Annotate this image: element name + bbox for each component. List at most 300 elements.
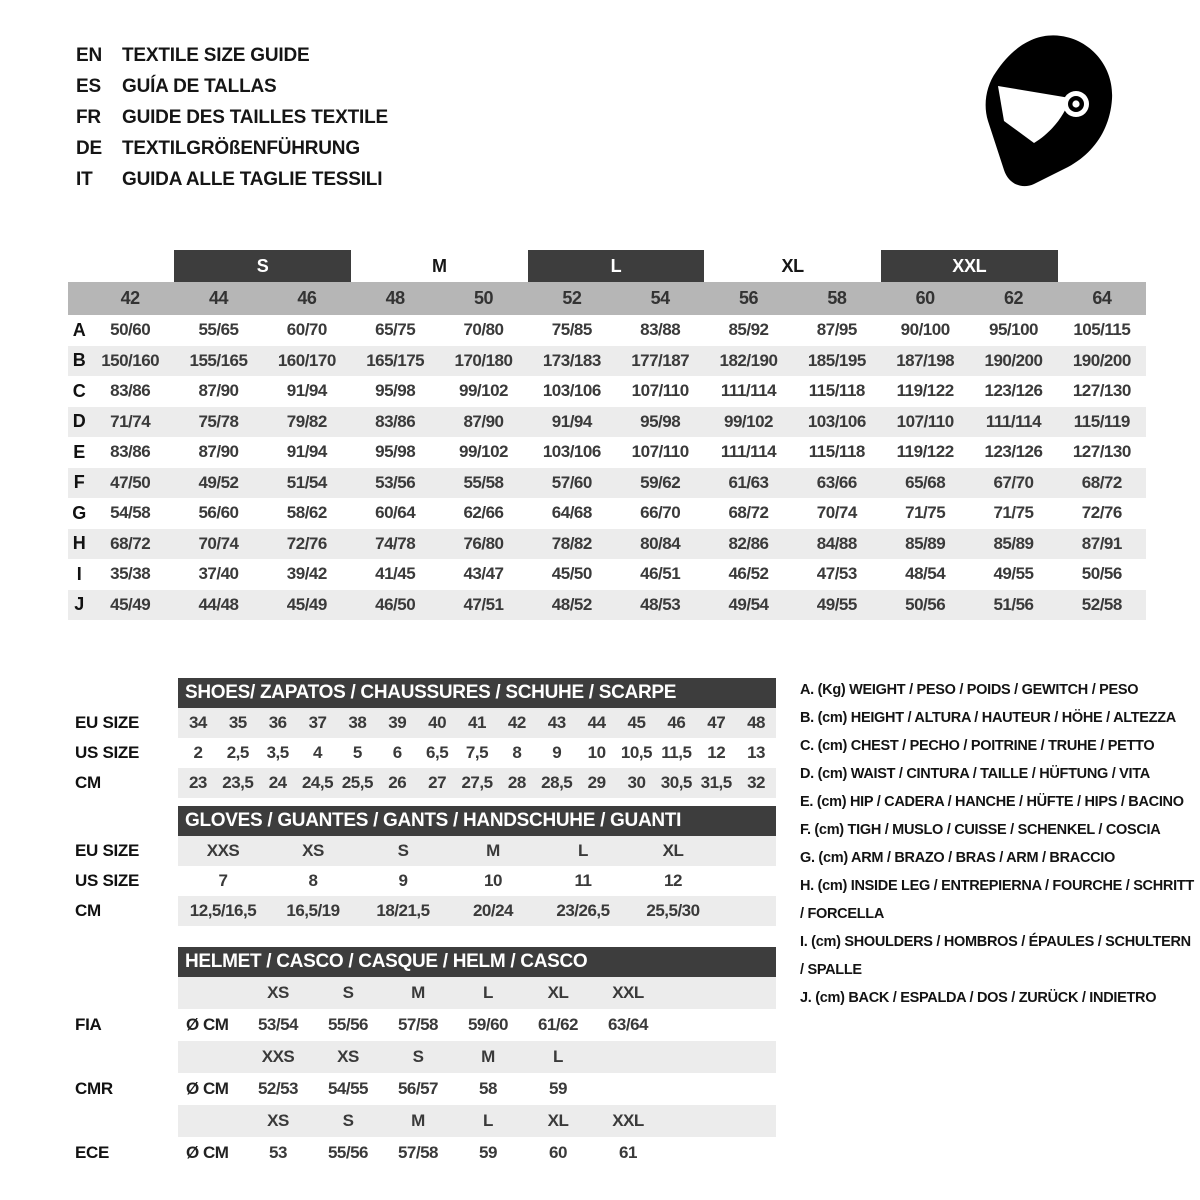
row-label: CM xyxy=(75,901,101,920)
language-title: GUIDE DES TAILLES TEXTILE xyxy=(122,107,388,128)
value-cell: 8 xyxy=(308,871,318,890)
value-cell: 12,5/16,5 xyxy=(189,901,257,920)
size-value-cell: 127/130 xyxy=(1072,381,1131,401)
size-value-cell: 46/51 xyxy=(640,564,681,584)
row-label: US SIZE xyxy=(75,871,140,890)
helmet-size-cell: XL xyxy=(547,1111,569,1130)
helmet-size-cell: XL xyxy=(547,983,569,1002)
helmet-values-row-fia xyxy=(75,1009,776,1041)
value-cell: 32 xyxy=(747,773,766,792)
size-value-cell: 45/50 xyxy=(551,564,592,584)
size-value-cell: 127/130 xyxy=(1072,442,1131,462)
value-cell: 16,5/19 xyxy=(286,901,340,920)
helmet-value-cell: 59 xyxy=(549,1079,567,1098)
size-value-cell: 99/102 xyxy=(723,411,773,431)
size-value-cell: 107/110 xyxy=(896,411,954,431)
legend-item-j: J. (cm) BACK / ESPALDA / DOS / ZURÜCK / INDIETRO xyxy=(800,990,1157,1006)
size-value-cell: 72/76 xyxy=(286,533,327,553)
size-value-cell: 78/82 xyxy=(551,533,592,553)
row-letter: E xyxy=(73,441,85,462)
size-value-cell: 39/42 xyxy=(286,564,327,584)
measurement-row-i xyxy=(68,559,1146,590)
value-cell: 10 xyxy=(484,871,502,890)
size-value-cell: 70/74 xyxy=(816,503,857,523)
sizes-values xyxy=(178,1041,776,1073)
value-cell: L xyxy=(578,841,588,860)
helmet-value-cell: 57/58 xyxy=(397,1015,439,1034)
helmet-value-cell: 57/58 xyxy=(397,1143,439,1162)
helmet-size-cell: S xyxy=(342,1111,354,1130)
measurement-row-b xyxy=(68,346,1146,377)
size-column-header: 58 xyxy=(827,288,847,308)
size-band-xl: XL xyxy=(781,255,804,276)
size-value-cell: 185/195 xyxy=(807,350,866,370)
helmet-size-table xyxy=(75,947,776,1169)
size-column-header: 54 xyxy=(650,288,670,308)
helmet-size-cell: S xyxy=(342,983,354,1002)
size-value-cell: 63/66 xyxy=(816,472,857,492)
size-value-cell: 84/88 xyxy=(816,533,857,553)
size-value-cell: 49/55 xyxy=(816,594,857,614)
size-value-cell: 60/70 xyxy=(286,320,327,340)
size-value-cell: 49/55 xyxy=(993,564,1034,584)
row-label: EU SIZE xyxy=(75,713,140,732)
size-band-m: M xyxy=(431,255,447,276)
measurement-row-a xyxy=(68,315,1146,346)
size-value-cell: 35/38 xyxy=(110,564,151,584)
row-letter: J xyxy=(74,594,84,615)
helmet-value-cell: 59/60 xyxy=(467,1015,509,1034)
size-value-cell: 115/118 xyxy=(808,381,865,401)
diameter-values xyxy=(178,1073,776,1105)
size-value-cell: 64/68 xyxy=(551,503,592,523)
size-column-header: 60 xyxy=(915,288,935,308)
value-cell: 46 xyxy=(667,713,686,732)
value-cell: 24 xyxy=(268,773,287,792)
size-value-cell: 190/200 xyxy=(1072,350,1131,370)
helmet-value-cell: 53/54 xyxy=(257,1015,299,1034)
size-value-cell: 155/165 xyxy=(189,350,248,370)
row-letter: G xyxy=(72,502,86,523)
value-cell: 37 xyxy=(308,713,327,732)
helmet-value-cell: 54/55 xyxy=(327,1079,369,1098)
value-cell: 34 xyxy=(188,713,207,732)
helmet-size-cell: XXL xyxy=(612,983,644,1002)
value-cell: 36 xyxy=(268,713,287,732)
size-value-cell: 47/53 xyxy=(816,564,857,584)
value-cell: 13 xyxy=(747,743,766,762)
value-cell: 41 xyxy=(468,713,486,732)
diameter-unit: Ø CM xyxy=(186,1143,229,1162)
value-cell: 25,5/30 xyxy=(646,901,700,920)
value-cell: 31,5 xyxy=(700,773,732,792)
unit-spacer xyxy=(178,977,243,1009)
size-value-cell: 70/80 xyxy=(463,320,504,340)
gloves-row-2 xyxy=(75,896,776,926)
diameter-values xyxy=(178,1137,776,1169)
size-value-cell: 45/49 xyxy=(110,594,151,614)
size-value-cell: 91/94 xyxy=(286,442,327,462)
value-cell: 3,5 xyxy=(266,743,289,762)
size-value-cell: 59/62 xyxy=(640,472,681,492)
shoes-row-1 xyxy=(75,738,776,768)
row-values xyxy=(178,836,776,866)
clothing-size-table xyxy=(68,250,1146,620)
value-cell: 30 xyxy=(627,773,646,792)
size-value-cell: 55/58 xyxy=(463,472,504,492)
row-values xyxy=(178,768,776,798)
helmet-value-cell: 56/57 xyxy=(397,1079,439,1098)
legend-item-b: B. (cm) HEIGHT / ALTURA / HAUTEUR / HÖHE / ALTEZZA xyxy=(800,710,1176,726)
size-value-cell: 54/58 xyxy=(110,503,151,523)
standard-label: ECE xyxy=(75,1143,110,1162)
value-cell: 28,5 xyxy=(541,773,573,792)
racing-helmet-icon xyxy=(975,30,1125,208)
size-value-cell: 65/68 xyxy=(905,472,946,492)
value-cell: 5 xyxy=(352,743,362,762)
size-value-cell: 187/198 xyxy=(896,350,955,370)
size-column-header: 48 xyxy=(385,288,405,308)
measurement-row-c xyxy=(68,376,1146,407)
unit-spacer xyxy=(178,1105,243,1137)
value-cell: 10 xyxy=(587,743,606,762)
value-cell: 9 xyxy=(552,743,562,762)
size-value-cell: 83/88 xyxy=(640,320,681,340)
corner-spacer xyxy=(68,282,86,315)
gloves-table-title: GLOVES / GUANTES / GANTS / HANDSCHUHE / GUANTI xyxy=(178,806,776,836)
size-value-cell: 99/102 xyxy=(458,442,508,462)
size-value-cell: 123/126 xyxy=(984,442,1043,462)
value-cell: 23/26,5 xyxy=(556,901,610,920)
row-letter: B xyxy=(72,350,86,371)
value-cell: 12 xyxy=(707,743,726,762)
value-cell: 27 xyxy=(428,773,447,792)
size-value-cell: 111/114 xyxy=(985,411,1042,431)
row-letter: A xyxy=(72,319,86,340)
helmet-size-cell: L xyxy=(483,1111,493,1130)
size-value-cell: 107/110 xyxy=(631,442,689,462)
size-value-cell: 190/200 xyxy=(984,350,1043,370)
value-cell: 4 xyxy=(313,743,322,762)
size-value-cell: 46/50 xyxy=(375,594,416,614)
language-code: FR xyxy=(76,107,101,128)
size-value-cell: 60/64 xyxy=(375,503,416,523)
size-value-cell: 52/58 xyxy=(1081,594,1122,614)
size-value-cell: 103/106 xyxy=(807,411,866,431)
legend-item-c: C. (cm) CHEST / PECHO / POITRINE / TRUHE / PETTO xyxy=(800,738,1155,754)
value-cell: 35 xyxy=(228,713,247,732)
size-value-cell: 90/100 xyxy=(900,320,950,340)
size-band-xxl: XXL xyxy=(881,250,1058,282)
size-value-cell: 61/63 xyxy=(728,472,769,492)
size-value-cell: 67/70 xyxy=(993,472,1034,492)
language-row-it xyxy=(76,164,388,195)
size-value-cell: 65/75 xyxy=(375,320,416,340)
value-cell: 45 xyxy=(627,713,646,732)
size-value-cell: 87/91 xyxy=(1081,533,1122,553)
sizes-values xyxy=(178,1105,776,1137)
helmet-size-cell: XS xyxy=(337,1047,359,1066)
legend-item-d: D. (cm) WAIST / CINTURA / TAILLE / HÜFTUNG / VITA xyxy=(800,766,1150,782)
standard-label: CMR xyxy=(75,1079,113,1098)
language-row-fr xyxy=(76,102,388,133)
size-value-cell: 83/86 xyxy=(375,411,416,431)
row-letter: C xyxy=(72,380,86,401)
size-column-header: 52 xyxy=(562,288,582,308)
size-value-cell: 48/52 xyxy=(551,594,592,614)
size-value-cell: 107/110 xyxy=(631,381,689,401)
size-value-cell: 50/56 xyxy=(1081,564,1122,584)
size-value-cell: 75/78 xyxy=(198,411,239,431)
row-values xyxy=(178,896,776,926)
helmet-table-title: HELMET / CASCO / CASQUE / HELM / CASCO xyxy=(178,947,776,977)
helmet-value-cell: 55/56 xyxy=(327,1143,369,1162)
size-value-cell: 46/52 xyxy=(728,564,769,584)
size-value-cell: 45/49 xyxy=(286,594,327,614)
helmet-size-cell: XXL xyxy=(612,1111,644,1130)
value-cell: 11,5 xyxy=(661,743,692,762)
helmet-value-cell: 63/64 xyxy=(607,1015,649,1034)
size-value-cell: 72/76 xyxy=(1081,503,1122,523)
row-values xyxy=(178,738,776,768)
size-value-cell: 71/75 xyxy=(905,503,946,523)
size-value-cell: 48/53 xyxy=(640,594,681,614)
language-code: IT xyxy=(76,169,93,190)
diameter-values xyxy=(178,1009,776,1041)
size-value-cell: 111/114 xyxy=(720,442,777,462)
value-cell: S xyxy=(397,841,409,860)
row-letter: H xyxy=(72,533,86,554)
size-value-cell: 91/94 xyxy=(551,411,592,431)
size-value-cell: 37/40 xyxy=(198,564,239,584)
value-cell: 25,5 xyxy=(341,773,373,792)
measurement-row-f xyxy=(68,468,1146,499)
size-column-header: 46 xyxy=(297,288,317,308)
value-cell: 47 xyxy=(707,713,726,732)
helmet-sizes-row-fia xyxy=(75,977,776,1009)
size-band-s: S xyxy=(174,250,351,282)
helmet-values-row-cmr xyxy=(75,1073,776,1105)
value-cell: 44 xyxy=(587,713,606,732)
value-cell: 30,5 xyxy=(660,773,692,792)
size-value-cell: 57/60 xyxy=(551,472,592,492)
row-letter: F xyxy=(73,472,85,493)
language-code: DE xyxy=(76,138,102,159)
size-value-cell: 50/60 xyxy=(110,320,151,340)
gloves-row-1 xyxy=(75,866,776,896)
size-value-cell: 99/102 xyxy=(458,381,508,401)
size-value-cell: 115/118 xyxy=(808,442,865,462)
size-value-cell: 87/90 xyxy=(198,381,239,401)
measurement-legend xyxy=(800,676,1198,1012)
value-cell: 26 xyxy=(388,773,407,792)
size-value-cell: 95/98 xyxy=(375,442,416,462)
value-cell: 6,5 xyxy=(426,743,449,762)
sizes-values xyxy=(178,977,776,1009)
size-value-cell: 170/180 xyxy=(454,350,513,370)
helmet-sizes-row-cmr xyxy=(75,1041,776,1073)
value-cell: 20/24 xyxy=(472,901,514,920)
size-value-cell: 85/92 xyxy=(728,320,769,340)
size-value-cell: 83/86 xyxy=(110,442,151,462)
value-cell: 48 xyxy=(747,713,766,732)
size-value-cell: 87/90 xyxy=(198,442,239,462)
row-label-empty xyxy=(75,1041,178,1073)
size-value-cell: 49/52 xyxy=(198,472,239,492)
size-value-cell: 177/187 xyxy=(631,350,690,370)
language-row-en xyxy=(76,40,388,71)
diameter-unit: Ø CM xyxy=(186,1015,229,1034)
language-title: TEXTILGRÖßENFÜHRUNG xyxy=(122,138,360,159)
row-label-empty xyxy=(75,1105,178,1137)
size-value-cell: 41/45 xyxy=(375,564,416,584)
helmet-values-row-ece xyxy=(75,1137,776,1169)
language-row-es xyxy=(76,71,388,102)
size-band-l: L xyxy=(528,250,705,282)
legend-item-g: G. (cm) ARM / BRAZO / BRAS / ARM / BRACCIO xyxy=(800,850,1115,866)
row-values xyxy=(178,866,776,896)
helmet-sizes-row-ece xyxy=(75,1105,776,1137)
value-cell: 2,5 xyxy=(226,743,249,762)
size-value-cell: 70/74 xyxy=(198,533,239,553)
shoes-row-2 xyxy=(75,768,776,798)
size-value-cell: 47/50 xyxy=(110,472,151,492)
size-value-cell: 87/90 xyxy=(463,411,504,431)
size-value-cell: 95/98 xyxy=(375,381,416,401)
helmet-icon-svg xyxy=(975,30,1125,200)
size-value-cell: 56/60 xyxy=(198,503,239,523)
size-value-cell: 83/86 xyxy=(110,381,151,401)
helmet-size-cell: XS xyxy=(267,983,289,1002)
helmet-value-cell: 61 xyxy=(619,1143,637,1162)
size-value-cell: 51/54 xyxy=(286,472,327,492)
legend-item-e: E. (cm) HIP / CADERA / HANCHE / HÜFTE / HIPS / BACINO xyxy=(800,794,1184,810)
size-value-cell: 95/98 xyxy=(640,411,681,431)
value-cell: 38 xyxy=(348,713,367,732)
helmet-value-cell: 55/56 xyxy=(327,1015,369,1034)
size-value-cell: 44/48 xyxy=(198,594,239,614)
language-code: EN xyxy=(76,45,102,66)
legend-item-i: I. (cm) SHOULDERS / HOMBROS / ÉPAULES / SCHULTERN / SPALLE xyxy=(800,934,1191,978)
helmet-size-cell: M xyxy=(481,1047,495,1066)
value-cell: 23,5 xyxy=(222,773,254,792)
value-cell: 6 xyxy=(392,743,402,762)
helmet-size-cell: XXS xyxy=(261,1047,295,1066)
size-columns-header xyxy=(68,282,1146,315)
size-value-cell: 68/72 xyxy=(728,503,769,523)
size-value-cell: 49/54 xyxy=(728,594,769,614)
measurement-row-d xyxy=(68,407,1146,438)
size-value-cell: 58/62 xyxy=(286,503,327,523)
size-bands-row xyxy=(68,250,1146,282)
size-value-cell: 76/80 xyxy=(463,533,504,553)
value-cell: XS xyxy=(302,841,324,860)
row-label-empty xyxy=(75,977,178,1009)
row-label: US SIZE xyxy=(75,743,140,762)
size-value-cell: 115/119 xyxy=(1073,411,1130,431)
gloves-size-table xyxy=(75,806,776,926)
value-cell: 42 xyxy=(507,713,526,732)
helmet-value-cell: 58 xyxy=(479,1079,497,1098)
size-value-cell: 173/183 xyxy=(542,350,601,370)
language-title: GUÍA DE TALLAS xyxy=(122,76,277,97)
value-cell: 9 xyxy=(398,871,408,890)
gloves-row-0 xyxy=(75,836,776,866)
size-value-cell: 85/89 xyxy=(993,533,1034,553)
measurement-row-j xyxy=(68,590,1146,621)
helmet-size-cell: L xyxy=(553,1047,563,1066)
size-value-cell: 79/82 xyxy=(286,411,327,431)
standard-label: FIA xyxy=(75,1015,102,1034)
value-cell: XL xyxy=(662,841,684,860)
size-value-cell: 75/85 xyxy=(551,320,592,340)
value-cell: 2 xyxy=(193,743,203,762)
value-cell: 40 xyxy=(428,713,447,732)
size-value-cell: 119/122 xyxy=(896,442,954,462)
size-value-cell: 165/175 xyxy=(366,350,425,370)
size-value-cell: 87/95 xyxy=(816,320,857,340)
legend-item-h: H. (cm) INSIDE LEG / ENTREPIERNA / FOURCHE / SCHRITT / FORCELLA xyxy=(800,878,1194,922)
size-value-cell: 111/114 xyxy=(720,381,777,401)
measurement-row-e xyxy=(68,437,1146,468)
size-column-header: 42 xyxy=(120,288,140,308)
row-label: CM xyxy=(75,773,101,792)
helmet-value-cell: 61/62 xyxy=(537,1015,579,1034)
size-column-header: 50 xyxy=(473,288,493,308)
value-cell: 10,5 xyxy=(620,743,652,762)
size-column-header: 62 xyxy=(1003,288,1023,308)
size-value-cell: 47/51 xyxy=(463,594,504,614)
shoes-table-title: SHOES/ ZAPATOS / CHAUSSURES / SCHUHE / SCARPE xyxy=(178,678,776,708)
language-title: TEXTILE SIZE GUIDE xyxy=(122,45,310,66)
size-column-header: 56 xyxy=(738,288,758,308)
helmet-value-cell: 52/53 xyxy=(257,1079,299,1098)
value-cell: 27,5 xyxy=(461,773,493,792)
value-cell: 7 xyxy=(218,871,228,890)
size-value-cell: 182/190 xyxy=(719,350,778,370)
value-cell: 29 xyxy=(587,773,606,792)
helmet-size-cell: S xyxy=(412,1047,424,1066)
size-value-cell: 50/56 xyxy=(905,594,946,614)
size-value-cell: 68/72 xyxy=(110,533,151,553)
helmet-size-cell: M xyxy=(411,983,425,1002)
size-value-cell: 66/70 xyxy=(640,503,681,523)
helmet-size-cell: M xyxy=(411,1111,425,1130)
shoes-size-table xyxy=(75,678,776,798)
size-value-cell: 53/56 xyxy=(375,472,416,492)
legend-item-a: A. (Kg) WEIGHT / PESO / POIDS / GEWITCH / PESO xyxy=(800,682,1139,698)
language-title: GUIDA ALLE TAGLIE TESSILI xyxy=(122,169,383,190)
helmet-size-cell: L xyxy=(483,983,493,1002)
legend-item-f: F. (cm) TIGH / MUSLO / CUISSE / SCHENKEL / COSCIA xyxy=(800,822,1161,838)
size-value-cell: 43/47 xyxy=(463,564,504,584)
helmet-value-cell: 59 xyxy=(479,1143,497,1162)
size-value-cell: 82/86 xyxy=(728,533,769,553)
language-title-list xyxy=(76,40,388,195)
value-cell: 12 xyxy=(664,871,682,890)
size-value-cell: 55/65 xyxy=(198,320,239,340)
row-letter: I xyxy=(76,563,82,584)
measurement-row-h xyxy=(68,529,1146,560)
size-value-cell: 85/89 xyxy=(905,533,946,553)
size-value-cell: 105/115 xyxy=(1073,320,1131,340)
size-value-cell: 103/106 xyxy=(542,442,601,462)
row-letter: D xyxy=(72,411,86,432)
size-value-cell: 95/100 xyxy=(988,320,1038,340)
size-value-cell: 119/122 xyxy=(896,381,954,401)
size-value-cell: 80/84 xyxy=(640,533,681,553)
helmet-value-cell: 60 xyxy=(549,1143,567,1162)
